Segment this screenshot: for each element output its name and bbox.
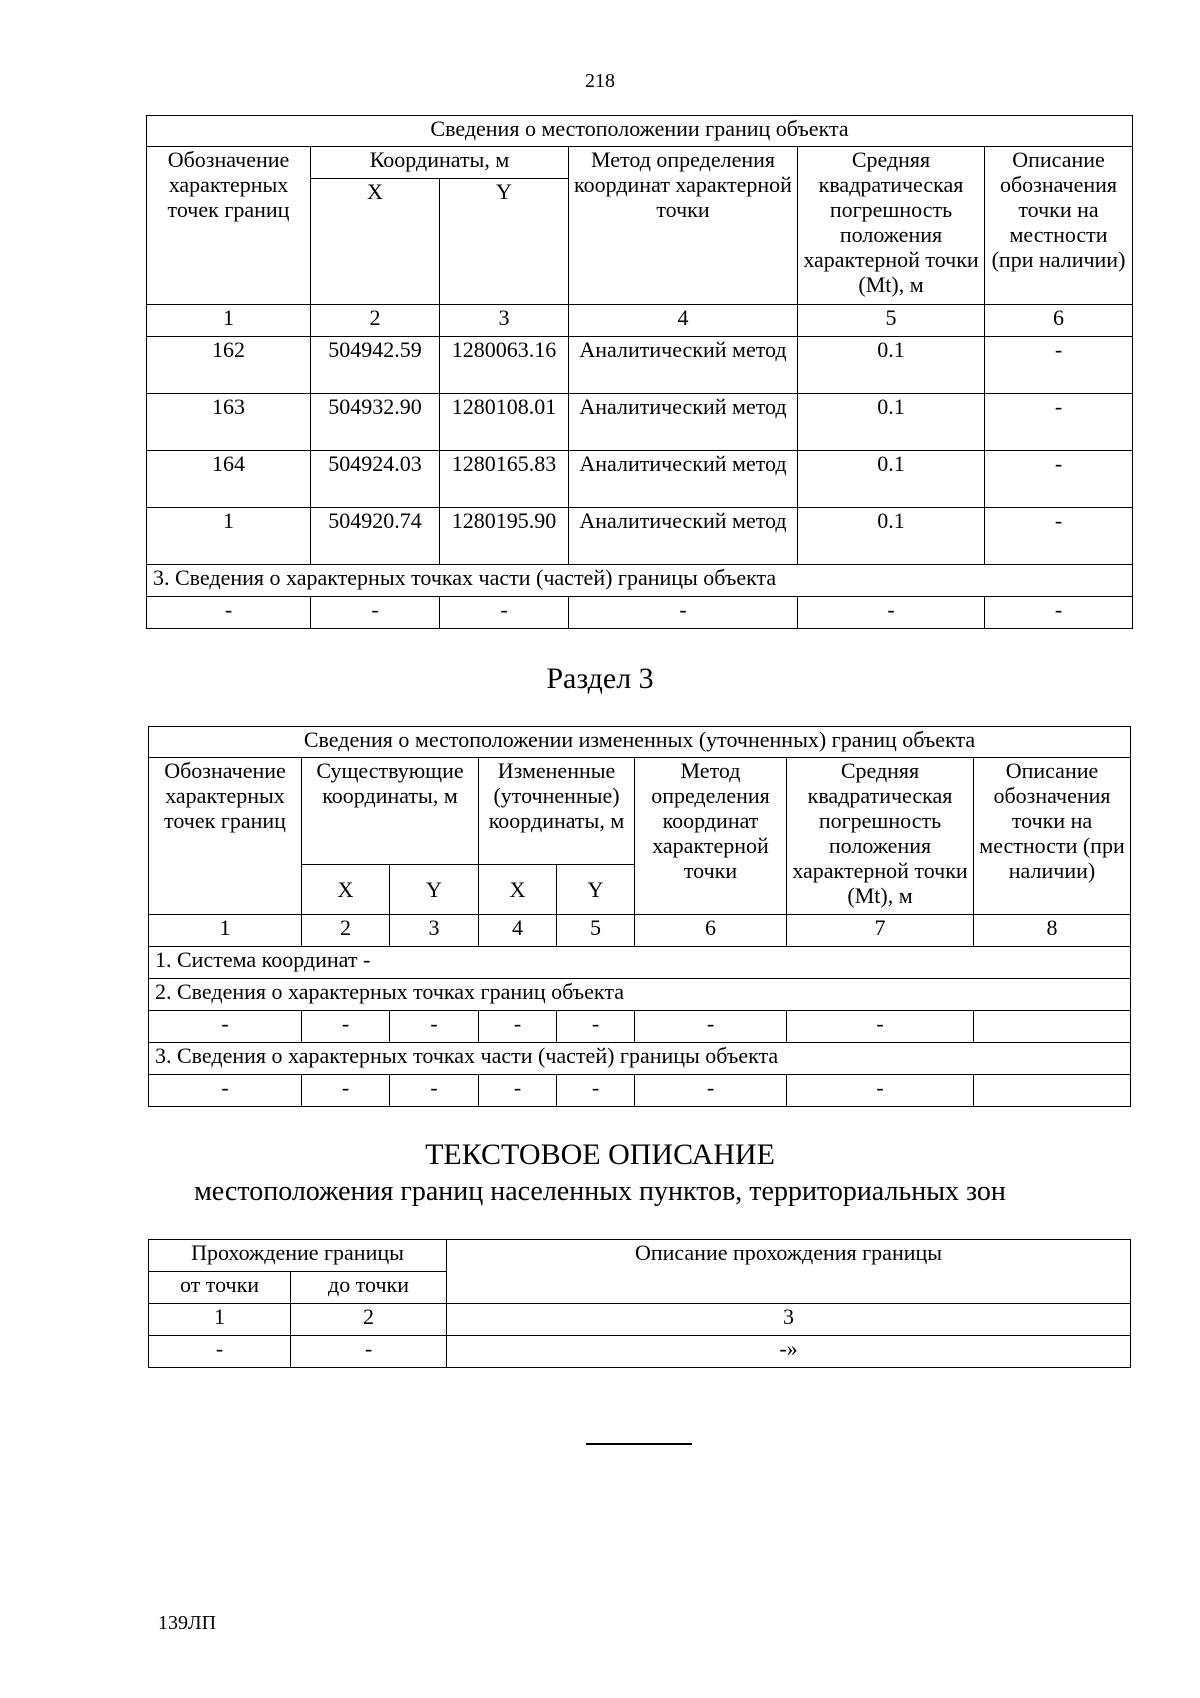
table-row [147, 337, 1133, 394]
to-point-cell: - [291, 1336, 447, 1368]
header-y: Y [557, 865, 635, 915]
empty-cell [974, 1075, 1131, 1107]
coordinate-system: 1. Система координат - [149, 947, 1131, 979]
empty-cell: - [787, 1075, 974, 1107]
parts-heading: 3. Сведения о характерных точках части (частей) границы объекта [147, 565, 1133, 597]
header-method: Метод определения координат характерной точки [635, 758, 787, 915]
empty-cell [974, 1011, 1131, 1043]
empty-cell: - [787, 1011, 974, 1043]
column-number: 6 [985, 305, 1133, 337]
table-title: Сведения о местоположении измененных (уточненных) границ объекта [149, 727, 1131, 758]
empty-cell: - [149, 1075, 302, 1107]
header-from-point: от точки [149, 1272, 291, 1304]
empty-cell: - [302, 1011, 390, 1043]
passage-description-cell: -» [447, 1336, 1131, 1368]
empty-cell: - [147, 597, 311, 629]
header-changed-coordinates: Измененные (уточненные) координаты, м [479, 758, 635, 865]
from-point-cell: - [149, 1336, 291, 1368]
text-description-subtitle: местоположения границ населенных пунктов, территориальных зон [194, 1176, 1006, 1207]
x-cell: 504920.74 [311, 508, 440, 565]
header-y: Y [440, 179, 569, 305]
description-cell: - [985, 508, 1133, 565]
table-row [149, 1011, 1131, 1043]
column-number: 1 [147, 305, 311, 337]
description-cell: - [985, 451, 1133, 508]
boundary-location-table [146, 115, 1133, 629]
column-number: 2 [302, 915, 390, 947]
description-cell: - [985, 394, 1133, 451]
boundary-points-heading: 2. Сведения о характерных точках границ объекта [149, 979, 1131, 1011]
empty-cell: - [311, 597, 440, 629]
point-cell: 1 [147, 508, 311, 565]
empty-cell: - [635, 1011, 787, 1043]
x-cell: 504924.03 [311, 451, 440, 508]
empty-cell: - [302, 1075, 390, 1107]
header-coordinates: Координаты, м [311, 147, 569, 179]
header-x: X [311, 179, 440, 305]
header-error: Средняя квадратическая погрешность положения характерной точки (Mt), м [787, 758, 974, 915]
table-row [147, 394, 1133, 451]
boundary-passage-table [148, 1239, 1131, 1368]
method-cell: Аналитический метод [569, 394, 798, 451]
table-row [147, 451, 1133, 508]
table-row [147, 597, 1133, 629]
empty-cell: - [149, 1011, 302, 1043]
column-number: 4 [479, 915, 557, 947]
header-x: X [302, 865, 390, 915]
header-description: Описание обозначения точки на местности (при наличии) [985, 147, 1133, 305]
empty-cell: - [479, 1011, 557, 1043]
y-cell: 1280063.16 [440, 337, 569, 394]
point-cell: 162 [147, 337, 311, 394]
column-number: 1 [149, 915, 302, 947]
column-number: 1 [149, 1304, 291, 1336]
column-number: 7 [787, 915, 974, 947]
column-number: 3 [390, 915, 479, 947]
x-cell: 504932.90 [311, 394, 440, 451]
method-cell: Аналитический метод [569, 451, 798, 508]
y-cell: 1280108.01 [440, 394, 569, 451]
empty-cell: - [635, 1075, 787, 1107]
column-number: 2 [311, 305, 440, 337]
header-description: Описание обозначения точки на местности (при наличии) [974, 758, 1131, 915]
point-cell: 164 [147, 451, 311, 508]
column-number: 5 [557, 915, 635, 947]
page-number: 218 [585, 70, 615, 92]
error-cell: 0.1 [798, 394, 985, 451]
header-passage: Прохождение границы [149, 1240, 447, 1272]
column-number: 8 [974, 915, 1131, 947]
column-number: 2 [291, 1304, 447, 1336]
footer-code: 139ЛП [158, 1612, 217, 1634]
table-title: Сведения о местоположении границ объекта [147, 116, 1133, 147]
end-divider [586, 1443, 692, 1445]
section-heading: Раздел 3 [546, 662, 654, 695]
changed-boundary-table [148, 726, 1131, 1107]
header-existing-coordinates: Существующие координаты, м [302, 758, 479, 865]
empty-cell: - [557, 1075, 635, 1107]
table-row [149, 1075, 1131, 1107]
table-row [147, 508, 1133, 565]
header-error: Средняя квадратическая погрешность положения характерной точки (Mt), м [798, 147, 985, 305]
error-cell: 0.1 [798, 337, 985, 394]
column-number: 5 [798, 305, 985, 337]
empty-cell: - [798, 597, 985, 629]
header-method: Метод определения координат характерной точки [569, 147, 798, 305]
error-cell: 0.1 [798, 451, 985, 508]
y-cell: 1280195.90 [440, 508, 569, 565]
error-cell: 0.1 [798, 508, 985, 565]
empty-cell: - [440, 597, 569, 629]
table-row [149, 1336, 1131, 1368]
header-passage-description: Описание прохождения границы [447, 1240, 1131, 1304]
y-cell: 1280165.83 [440, 451, 569, 508]
text-description-title: ТЕКСТОВОЕ ОПИСАНИЕ [425, 1138, 775, 1171]
point-cell: 163 [147, 394, 311, 451]
x-cell: 504942.59 [311, 337, 440, 394]
empty-cell: - [985, 597, 1133, 629]
empty-cell: - [557, 1011, 635, 1043]
header-point-designation: Обозначение характерных точек границ [149, 758, 302, 915]
column-number: 6 [635, 915, 787, 947]
empty-cell: - [479, 1075, 557, 1107]
empty-cell: - [390, 1011, 479, 1043]
column-number: 3 [440, 305, 569, 337]
column-number: 4 [569, 305, 798, 337]
empty-cell: - [569, 597, 798, 629]
method-cell: Аналитический метод [569, 508, 798, 565]
method-cell: Аналитический метод [569, 337, 798, 394]
header-point-designation: Обозначение характерных точек границ [147, 147, 311, 305]
parts-heading: 3. Сведения о характерных точках части (частей) границы объекта [149, 1043, 1131, 1075]
header-to-point: до точки [291, 1272, 447, 1304]
header-y: Y [390, 865, 479, 915]
description-cell: - [985, 337, 1133, 394]
empty-cell: - [390, 1075, 479, 1107]
header-x: X [479, 865, 557, 915]
column-number: 3 [447, 1304, 1131, 1336]
